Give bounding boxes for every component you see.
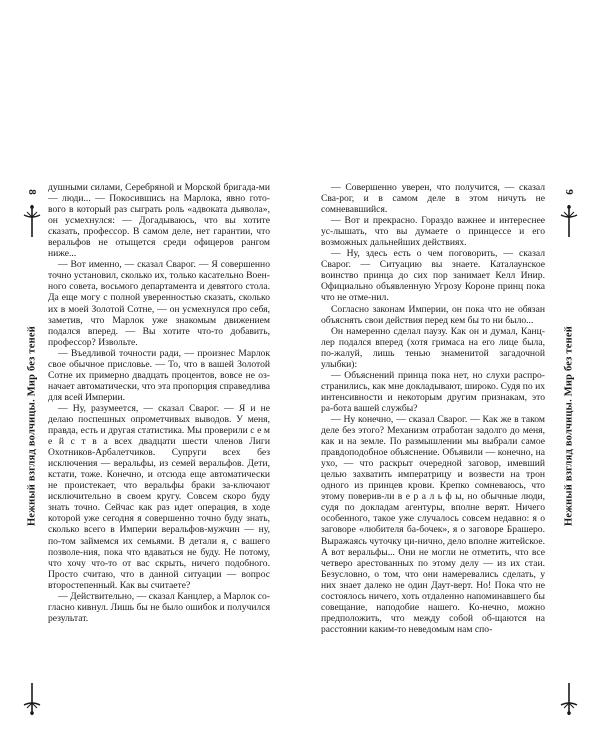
paragraph: Согласно законам Империи, он пока что не обязан объяснять свои действия перед кем бы то ни было...: [321, 303, 545, 326]
paragraph: — Въедливой точности ради, — произнес Марлок свое обычное присловье. — То, что в вашей Золотой Сотне их примерно двадцать процентов, вовсе не оз-начает автоматически, что эта пропорция справедлива для всей Империи.: [48, 347, 270, 403]
right-page-margin: [559, 182, 579, 722]
running-title: Нежный взгляд волчицы. Мир без теней: [26, 326, 38, 526]
right-page-body: [321, 182, 545, 635]
paragraph: — Действительно, — сказал Канцлер, а Марлок со-гласно кивнул. Лишь бы не было ошибок и получился результат.: [48, 590, 270, 624]
running-title: Нежный взгляд волчицы. Мир без теней: [563, 326, 575, 526]
sword-ornament-icon: [22, 682, 42, 716]
left-page-margin: [22, 182, 42, 722]
paragraph: — Вот именно, — сказал Сварог. — Я совершенно точно установил, сколько их, только касательно Воен-ного совета, восьмого департамента и девятого стола. Да еще могу с полной уверенностью сказать, сколько их в моей Золотой Сотне, — он усмехнулся про себя, заметив, что Марлок уже знакомым движением подался вперед. — Вы хотите что-то добавить, профессор? Извольте.: [48, 259, 270, 348]
paragraph: — Ну, здесь есть о чем поговорить, — сказал Сварог. — Ситуацию вы знаете. Каталаунское воинство принца до сих пор занимает Келл Инир. Официально объявленную Угрозу Короне принц пока что не отме-нил.: [321, 248, 545, 304]
paragraph: — Вот и прекрасно. Гораздо важнее и интереснее ус-лышать, что вы думаете о принцессе и его возможных дальнейших действиях.: [321, 215, 545, 249]
sword-ornament-icon: [22, 204, 42, 238]
sword-ornament-icon: [559, 204, 579, 238]
sword-ornament-icon: [559, 682, 579, 716]
paragraph: — Объяснений принца пока нет, но слухи распро-странились, как мне докладывают, широко. Судя по их интенсивности и некоторым другим признакам, это ра-бота вашей службы?: [321, 369, 545, 414]
paragraph: — Ну, разумеется, — сказал Сварог. — Я и не делаю поспешных опрометчивых выводов. У меня, правда, есть и другая статистика. Мы проверили с е м е й с т в а всех двадцати шести членов Лиги Охотников-Арбалетчиков. Супруги всех без исключения — веральфы, из семей веральфов. Дети, кстати, тоже. Конечно, и отсюда еще автоматически не проистекает, что веральфы браки за-ключают исключительно в своем кругу. Совсем скоро буду знать точно. Сейчас как раз идет операция, в ходе которой уже сегодня я совершенно точно буду знать, сколько всего в Империи веральфов-мужчин — ну, по-том займемся их семьями. В детали я, с вашего позволе-ния, пока что вдаваться не буду. Не потому, что хочу что-то от вас скрыть, ничего подобного. Просто считаю, что в данной ситуации — вопрос второстепенный. Как вы считаете?: [48, 402, 270, 591]
paragraph: Он намеренно сделал паузу. Как он и думал, Канц-лер подался вперед (хотя гримаса на его лице была, по-жалуй, лишь тенью знаменитой загадочной улыбки):: [321, 325, 545, 370]
paragraph: душными силами, Серебряной и Морской бригада-ми — люди... — Покосившись на Марлока, явно гото-вого в который раз сыграть роль «адвоката дьявола», он усмехнулся: — Догадываюсь, что вы хотите сказать, профессор. В самом деле, нет гарантии, что веральфов не отыщется среди офицеров рангом ниже...: [48, 182, 270, 260]
paragraph: — Совершенно уверен, что получится, — сказал Сва-рог, и в самом деле в этом ничуть не сомневавшийся.: [321, 182, 545, 216]
page-number: 8: [26, 189, 38, 195]
page-number: 9: [563, 189, 575, 195]
paragraph: — Ну конечно, — сказал Сварог. — Как же в таком деле без этого? Механизм отработан задолго до меня, как и на земле. По размышлении мы выбрали самое правдоподобное объяснение. Объявили — конечно, на ухо, — что раскрыт очередной заговор, имевший целью захватить императрицу и возвести на трон одного из принцев крови. Крепко сомневаюсь, что этому поверив-ли в е р а л ь ф ы, но обычные люди, судя по докладам агентуры, вполне верят. Ничего особенного, такое уже случалось совсем недавно: я о заговоре «любителя ба-бочек», я о заговоре Брашеро. Выражаясь чуточку ци-нично, дело вполне житейское. А вот веральфы... Они не могли не отметить, что все четверо арестованных по этому делу — из их стаи. Безусловно, о том, что они намеревались сделать, у них знает далеко не один Даут-верт. Но! Пока что не состоялось ничего, хоть отдаленно напоминавшего бы совещание, наподобие нашего. Ко-нечно, можно предположить, что между собой об-щаются на расстоянии каким-то неведомым нам спо-: [321, 413, 545, 635]
left-page-body: [48, 182, 270, 624]
